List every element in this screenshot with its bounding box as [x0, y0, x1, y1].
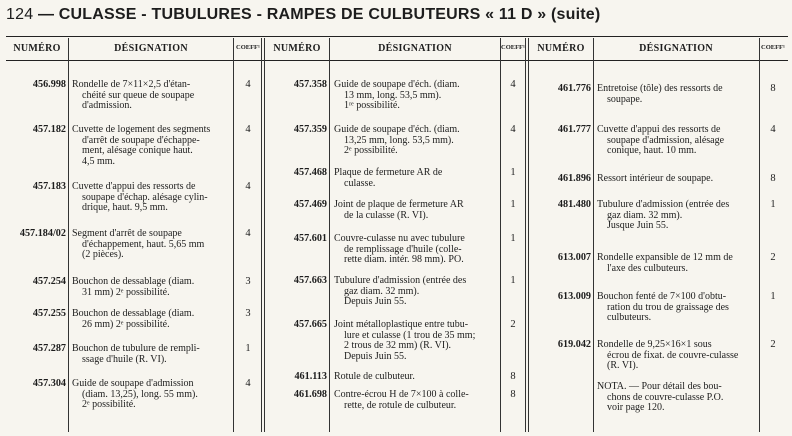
- coefficient: 8: [510, 371, 516, 382]
- coefficient: 1: [770, 199, 776, 210]
- designation-line: drique, haut. 9,5 mm.: [82, 202, 168, 213]
- designation-line: 26 mm) 2ᵉ possibilité.: [82, 318, 170, 330]
- designation-line: chons de couvre-culasse P.O.: [607, 391, 724, 403]
- part-number: 457.359: [293, 124, 327, 135]
- coefficient: 4: [245, 79, 251, 90]
- designation-line: 31 mm) 2ᵉ possibilité.: [82, 286, 170, 298]
- part-designation: [334, 200, 499, 221]
- header-numero-1: NUMÉRO: [13, 43, 61, 54]
- designation-line: Guide de soupape d'éch. (diam.: [334, 124, 460, 135]
- part-number: 613.009: [557, 291, 591, 302]
- coefficient: 4: [770, 124, 776, 135]
- part-number: 457.358: [293, 79, 327, 90]
- coefficient: 3: [245, 308, 251, 319]
- designation-line: soupape d'admission, alésage: [607, 134, 725, 146]
- part-number: 613.007: [557, 252, 591, 263]
- nota-note: [597, 382, 758, 414]
- part-designation: [334, 276, 499, 308]
- designation-line: 2ᵉ possibilité.: [344, 145, 398, 156]
- designation-line: Joint métalloplastique entre tubu-: [334, 319, 469, 330]
- coefficient: 4: [510, 124, 516, 135]
- header-designation-3: DÉSIGNATION: [639, 43, 713, 54]
- page-number: 124: [6, 6, 34, 23]
- designation-line: Cuvette d'appui des ressorts de: [597, 124, 721, 135]
- designation-line: 2 trous de 32 mm) (R. VI).: [344, 340, 452, 351]
- designation-line: Rondelle de 9,25×16×1 sous: [597, 339, 712, 350]
- part-number: 461.776: [557, 83, 591, 94]
- page-heading: — CULASSE - TUBULURES - RAMPES DE CULBUTEURS « 11 D » (suite): [37, 6, 601, 23]
- column-divider: [500, 38, 501, 432]
- coefficient: 4: [510, 79, 516, 90]
- part-designation: [72, 379, 232, 411]
- designation-line: voir page 120.: [607, 402, 665, 413]
- designation-line: gaz diam. 32 mm).: [607, 209, 683, 221]
- part-designation: [597, 174, 758, 185]
- designation-line: l'axe des culbuteurs.: [607, 262, 688, 274]
- designation-line: ssage d'huile (R. VI).: [82, 353, 167, 365]
- designation-line: (diam. 13,25), long. 55 mm).: [82, 388, 198, 400]
- part-designation: [334, 80, 499, 112]
- coefficient: 2: [770, 252, 776, 263]
- designation-line: 4,5 mm.: [82, 155, 116, 167]
- header-numero-2: NUMÉRO: [273, 43, 321, 54]
- column-divider: [759, 38, 760, 432]
- part-designation: [334, 372, 499, 383]
- header-rule: [6, 60, 788, 61]
- designation-line: d'échappement, haut. 5,65 mm: [82, 238, 205, 250]
- part-number: 461.777: [557, 124, 591, 135]
- designation-line: lure et culasse (1 trou de 35 mm;: [344, 329, 476, 341]
- coefficient: 4: [245, 181, 251, 192]
- designation-line: (2 pièces).: [82, 249, 124, 260]
- designation-line: culasse.: [344, 177, 376, 189]
- coefficient: 2: [510, 319, 516, 330]
- designation-line: Rotule de culbuteur.: [334, 371, 415, 382]
- designation-line: Entretoise (tôle) des ressorts de: [597, 83, 723, 94]
- designation-line: Tubulure d'admission (entrée des: [334, 275, 467, 286]
- part-number: 457.255: [32, 308, 66, 319]
- designation-line: Bouchon de dessablage (diam.: [72, 276, 195, 287]
- designation-line: NOTA. — Pour détail des bou-: [597, 381, 722, 392]
- designation-line: Bouchon de tubulure de rempli-: [72, 343, 200, 354]
- designation-line: Plaque de fermeture AR de: [334, 167, 443, 178]
- designation-line: de la culasse (R. VI).: [344, 209, 429, 221]
- part-designation: [72, 182, 232, 214]
- coefficient: 4: [245, 124, 251, 135]
- part-designation: [334, 320, 499, 362]
- designation-line: d'admission.: [82, 100, 132, 111]
- part-number: 457.665: [293, 319, 327, 330]
- part-designation: [334, 390, 499, 411]
- part-designation: [597, 292, 758, 324]
- designation-line: gaz diam. 32 mm).: [344, 285, 420, 297]
- coefficient: 1: [510, 167, 516, 178]
- coefficient: 4: [245, 228, 251, 239]
- header-designation-1: DÉSIGNATION: [114, 43, 188, 54]
- part-number: 481.480: [557, 199, 591, 210]
- part-number: 456.998: [32, 79, 66, 90]
- part-designation: [72, 277, 232, 298]
- part-number: 457.601: [293, 233, 327, 244]
- part-designation: [597, 125, 758, 157]
- part-designation: [334, 125, 499, 157]
- designation-line: Jusque Juin 55.: [607, 220, 669, 231]
- designation-line: 2ᵉ possibilité.: [82, 399, 136, 410]
- designation-line: Contre-écrou H de 7×100 à colle-: [334, 389, 469, 400]
- header-coeff-2: COEFF¹: [501, 44, 525, 51]
- part-number: 457.469: [293, 199, 327, 210]
- designation-line: Bouchon fenté de 7×100 d'obtu-: [597, 291, 727, 302]
- designation-line: écrou de fixat. de couvre-culasse: [607, 349, 739, 361]
- designation-line: (R. VI).: [607, 360, 639, 371]
- part-designation: [334, 234, 499, 266]
- coefficient: 1: [510, 199, 516, 210]
- designation-line: culbuteurs.: [607, 312, 652, 323]
- designation-line: de remplissage d'huile (colle-: [344, 243, 462, 255]
- section-divider: [525, 38, 529, 432]
- part-number: 461.896: [557, 173, 591, 184]
- designation-line: Cuvette de logement des segments: [72, 124, 211, 135]
- designation-line: 13,25 mm, long. 53,5 mm).: [344, 134, 454, 146]
- coefficient: 8: [510, 389, 516, 400]
- part-designation: [72, 344, 232, 365]
- part-designation: [72, 309, 232, 330]
- coefficient: 1: [510, 275, 516, 286]
- column-divider: [329, 38, 330, 432]
- part-number: 457.183: [32, 181, 66, 192]
- designation-line: Ressort intérieur de soupape.: [597, 173, 714, 184]
- coefficient: 1: [770, 291, 776, 302]
- designation-line: Depuis Juin 55.: [344, 296, 407, 307]
- page-title: [6, 6, 786, 32]
- designation-line: rette diam. intér. 98 mm). PO.: [344, 254, 464, 265]
- part-number: 461.698: [293, 389, 327, 400]
- part-designation: [334, 168, 499, 189]
- section-divider: [261, 38, 265, 432]
- designation-line: Rondelle de 7×11×2,5 d'étan-: [72, 79, 191, 90]
- part-number: 457.287: [32, 343, 66, 354]
- part-designation: [597, 200, 758, 232]
- designation-line: ration du trou de graissage des: [607, 301, 729, 313]
- header-coeff-3: COEFF¹: [761, 44, 785, 51]
- designation-line: chéité sur queue de soupape: [82, 89, 195, 101]
- designation-line: conique, haut. 10 mm.: [607, 145, 697, 156]
- part-number: 457.663: [293, 275, 327, 286]
- designation-line: Tubulure d'admission (entrée des: [597, 199, 730, 210]
- column-divider: [593, 38, 594, 432]
- designation-line: 1ʳᵉ possibilité.: [344, 100, 400, 111]
- designation-line: Guide de soupape d'admission: [72, 378, 194, 389]
- designation-line: rette, de rotule de culbuteur.: [344, 399, 457, 411]
- part-number: 457.468: [293, 167, 327, 178]
- designation-line: Depuis Juin 55.: [344, 350, 407, 362]
- designation-line: Rondelle expansible de 12 mm de: [597, 252, 733, 263]
- part-designation: [597, 253, 758, 274]
- designation-line: ment, alésage conique haut.: [82, 145, 193, 156]
- coefficient: 3: [245, 276, 251, 287]
- coefficient: 2: [770, 339, 776, 350]
- part-number: 619.042: [557, 339, 591, 350]
- part-designation: [72, 229, 232, 261]
- part-number: 457.254: [32, 276, 66, 287]
- top-rule: [6, 36, 788, 37]
- designation-line: Bouchon de dessablage (diam.: [72, 308, 195, 319]
- part-number: 461.113: [294, 371, 327, 382]
- column-divider: [68, 38, 69, 432]
- part-designation: [597, 84, 758, 105]
- coefficient: 4: [245, 378, 251, 389]
- header-coeff-1: COEFF¹: [236, 44, 260, 51]
- part-designation: [72, 80, 232, 112]
- header-numero-3: NUMÉRO: [537, 43, 585, 54]
- part-designation: [597, 340, 758, 372]
- column-divider: [233, 38, 234, 432]
- designation-line: Guide de soupape d'éch. (diam.: [334, 79, 460, 90]
- part-number: 457.304: [32, 378, 66, 389]
- part-number: 457.182: [32, 124, 66, 135]
- designation-line: Joint de plaque de fermeture AR: [334, 199, 464, 210]
- designation-line: Cuvette d'appui des ressorts de: [72, 181, 196, 192]
- coefficient: 8: [770, 173, 776, 184]
- designation-line: 13 mm, long. 53,5 mm).: [344, 89, 442, 101]
- part-designation: [72, 125, 232, 167]
- designation-line: Segment d'arrêt de soupape: [72, 228, 182, 239]
- coefficient: 8: [770, 83, 776, 94]
- part-number: 457.184/02: [19, 228, 66, 239]
- coefficient: 1: [245, 343, 251, 354]
- header-designation-2: DÉSIGNATION: [378, 43, 452, 54]
- designation-line: soupape.: [607, 93, 643, 105]
- designation-line: d'arrêt de soupape d'échappe-: [82, 134, 200, 146]
- coefficient: 1: [510, 233, 516, 244]
- designation-line: Couvre-culasse nu avec tubulure: [334, 233, 465, 244]
- designation-line: soupape d'échap. alésage cylin-: [82, 191, 208, 203]
